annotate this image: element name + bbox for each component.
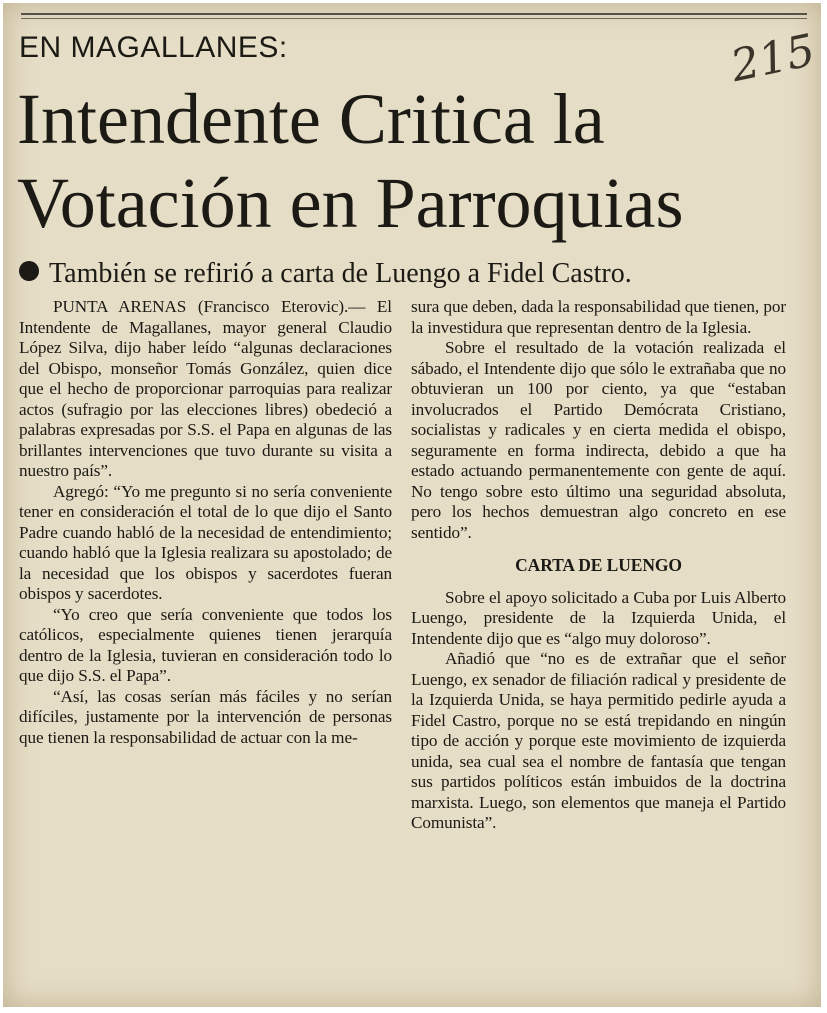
section-kicker: EN MAGALLANES: xyxy=(19,31,288,64)
paragraph: Sobre el resultado de la votación realizada el sábado, el Intendente dijo que sólo le extrañaba que no obtuvieran un 100 por ciento, ya que “estaban involucrados el Partido Demócrata Cristiano, socialistas y radicales y en cierta medida el obispo, seguramente en forma indirecta, debido a que ha estado actuando permanentemente con gente de aquí. No tengo sobre esto último una seguridad absoluta, pero los hechos demuestran algo concreto en ese sentido”. xyxy=(411,338,786,542)
paragraph: sura que deben, dada la responsabilidad que tienen, por la investidura que representan dentro de la Iglesia. xyxy=(411,297,786,337)
section-heading: CARTA DE LUENGO xyxy=(515,555,682,575)
paragraph: Añadió que “no es de extrañar que el señor Luengo, ex senador de filiación radical y presidente de la Izquierda Unida, se haya permitido pedirle ayuda a Fidel Castro, porque no se está trepidando en ningún tipo de acción y porque este movimiento de izquierda unida, sea cual sea el nombre de fantasía que tengan sus partidos políticos están imbuidos de la doctrina marxista. Luego, son elementos que maneja el Partido Comunista”. xyxy=(411,649,786,832)
handwritten-page-number: 215 xyxy=(726,24,820,93)
article-column-1 xyxy=(19,297,392,748)
paragraph: Sobre el apoyo solicitado a Cuba por Luis Alberto Luengo, presidente de la Izquierda Unida, el Intendente dijo que es “algo muy doloroso”. xyxy=(411,587,786,648)
paragraph: Agregó: “Yo me pregunto si no sería conveniente tener en consideración el total de lo que dijo el Santo Padre cuando habló de la necesidad de entendimiento; cuando habló que la Iglesia realizara su apostolado; de la necesidad que los obispos y sacerdotes fueran obispos y sacerdotes. xyxy=(19,481,392,603)
paragraph: PUNTA ARENAS (Francisco Eterovic).— El Intendente de Magallanes, mayor general Claudio López Silva, dijo haber leído “algunas declaraciones del Obispo, monseñor Tomás González, quien dice que el hecho de proporcionar parroquias para realizar actos (sufragio por las elecciones libres) obedeció a palabras expresadas por S.S. el Papa en algunas de las brillantes intervenciones que tuvo durante su visita a nuestro país”. xyxy=(19,297,392,480)
top-rule xyxy=(21,13,807,15)
top-rule-thin xyxy=(21,18,807,19)
headline: Intendente Critica la Votación en Parroquias xyxy=(17,79,684,243)
paragraph: “Yo creo que sería conveniente que todos los católicos, especialmente quienes tienen jerarquía dentro de la Iglesia, tuvieran en consideración todo lo que dijo S.S. el Papa”. xyxy=(19,604,392,685)
article-column-2 xyxy=(411,297,786,834)
newspaper-clipping xyxy=(3,3,821,1007)
bullet-icon xyxy=(19,261,39,281)
subheadline-text: También se refirió a carta de Luengo a Fidel Castro. xyxy=(49,258,632,289)
subheadline xyxy=(19,258,632,290)
paragraph: “Así, las cosas serían más fáciles y no serían difíciles, justamente por la intervención de personas que tienen la responsabilidad de actuar con la me- xyxy=(19,686,392,747)
